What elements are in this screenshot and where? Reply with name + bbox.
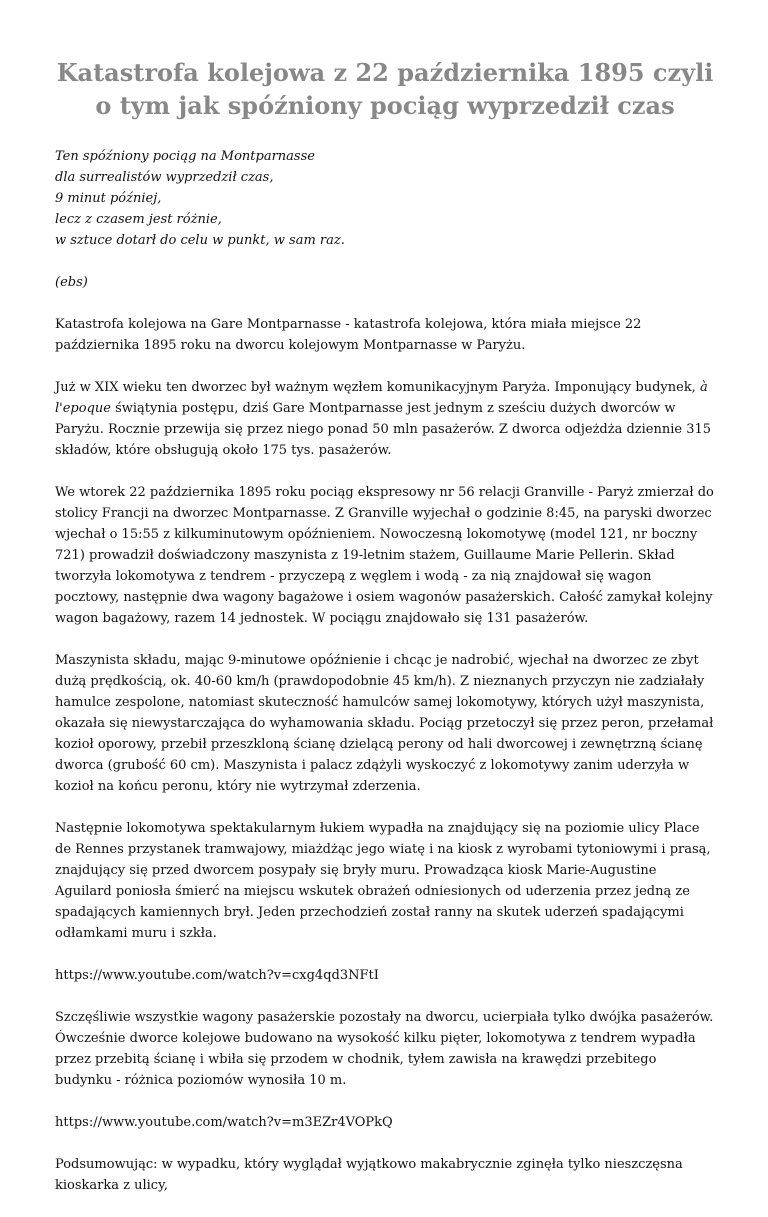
poem-line: dla surrealistów wyprzedził czas, xyxy=(55,170,274,185)
italic-phrase: à l'epoque xyxy=(55,380,708,416)
poem-signature: (ebs) xyxy=(55,275,88,290)
poem-line: lecz z czasem jest różnie, xyxy=(55,212,222,227)
document-title: Katastrofa kolejowa z 22 października 1895 czyli o tym jak spóźniony pociąg wyprzedził czas xyxy=(56,58,714,120)
paragraph-summary: Podsumowując: w wypadku, który wyglądał wyjątkowo makabrycznie zginęła tylko nieszczęsna kioskarka z ulicy, xyxy=(55,1157,683,1193)
document-page xyxy=(55,56,715,1217)
paragraph-accident: Maszynista składu, mając 9-minutowe opóźnienie i chcąc je nadrobić, wjechał na dworzec ze zbyt dużą prędkością, ok. 40-60 km/h (prawdopodobnie 45 km/h). Z nieznanych przyczyn nie zadziałały hamulce zespolone, natomiast skuteczność hamulców samej lokomotywy, których użył maszynista, okazała się niewystarczająca do wyhamowania składu. Pociąg przetoczył się przez peron, przełamał kozioł oporowy, przebił przeszkloną ścianę dzielącą perony od hali dworcowej i zewnętrzną ścianę dworca (grubość 60 cm). Maszynista i palacz zdążyli wyskoczyć z lokomotywy zanim uderzyła w kozioł na końcu peronu, który nie wytrzymał zderzenia. xyxy=(55,653,714,794)
paragraph-intro: Katastrofa kolejowa na Gare Montparnasse - katastrofa kolejowa, która miała miejsce 22 października 1895 roku na dworcu kolejowym Montparnasse w Paryżu. xyxy=(55,317,642,353)
paragraph-aftermath: Następnie lokomotywa spektakularnym łukiem wypadła na znajdujący się na poziomie ulicy Place de Rennes przystanek tramwajowy, miażdżąc jego wiatę i na kiosk z wyrobami tytoniowymi i prasą, znajdujący się przed dworcem posypały się bryły muru. Prowadząca kiosk Marie-Augustine Aguilard poniosła śmierć na miejscu wskutek obrażeń odniesionych od uderzenia przez jedną ze spadających kamiennych brył. Jeden przechodzień został ranny na skutek uderzeń spadającymi odłamkami muru i szkła. xyxy=(55,821,711,941)
poem-line: w sztuce dotarł do celu w punkt, w sam raz. xyxy=(55,233,345,248)
video-link-2[interactable]: https://www.youtube.com/watch?v=m3EZr4VOPkQ xyxy=(55,1115,393,1130)
poem-line: Ten spóźniony pociąg na Montparnasse xyxy=(55,149,315,164)
video-link-1[interactable]: https://www.youtube.com/watch?v=cxg4qd3NFtI xyxy=(55,968,379,983)
paragraph-passengers: Szczęśliwie wszystkie wagony pasażerskie pozostały na dworcu, ucierpiała tylko dwójka pasażerów. Ówcześnie dworce kolejowe budowano na wysokość kilku pięter, lokomotywa z tendrem wypadła przez przebitą ścianę i wbiła się przodem w chodnik, tyłem zawisła na krawędzi przebitego budynku - różnica poziomów wynosiła 10 m. xyxy=(55,1010,714,1088)
paragraph-station xyxy=(55,377,715,461)
poem-line: 9 minut później, xyxy=(55,191,162,206)
poem xyxy=(55,146,715,251)
paragraph-text: Już w XIX wieku ten dworzec był ważnym węzłem komunikacyjnym Paryża. Imponujący budynek, xyxy=(55,380,700,395)
paragraph-train: We wtorek 22 października 1895 roku pociąg ekspresowy nr 56 relacji Granville - Paryż zmierzał do stolicy Francji na dworzec Montparnasse. Z Granville wyjechał o godzinie 8:45, na paryski dworzec wjechał o 15:55 z kilkuminutowym opóźnieniem. Nowoczesną lokomotywę (model 121, nr boczny 721) prowadził doświadczony maszynista z 19-letnim stażem, Guillaume Marie Pellerin. Skład tworzyła lokomotywa z tendrem - przyczepą z węglem i wodą - za nią znajdował się wagon pocztowy, następnie dwa wagony bagażowe i osiem wagonów pasażerskich. Całość zamykał kolejny wagon bagażowy, razem 14 jednostek. W pociągu znajdowało się 131 pasażerów. xyxy=(55,485,714,626)
paragraph-text: świątynia postępu, dziś Gare Montparnasse jest jednym z sześciu dużych dworców w Paryżu. Rocznie przewija się przez niego ponad 50 mln pasażerów. Z dworca odjeżdża dziennie 315 składów, które obsługują około 175 tys. pasażerów. xyxy=(55,401,712,458)
